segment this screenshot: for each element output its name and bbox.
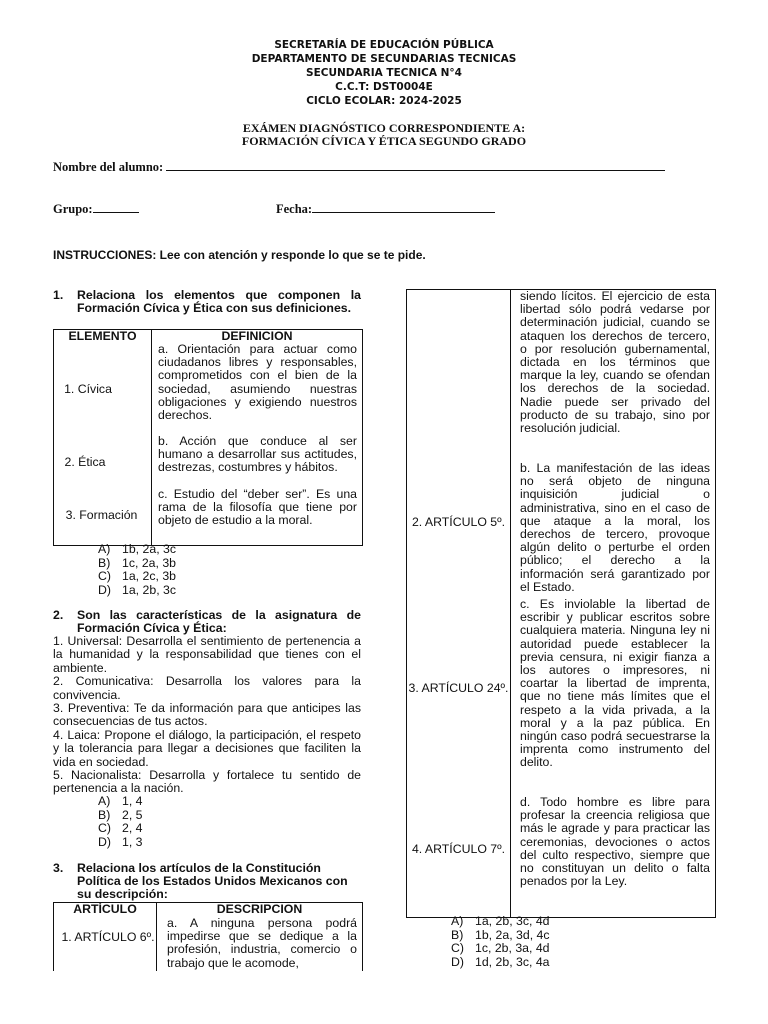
q3-table-divider-2 [510, 290, 511, 917]
q1-number: 1. [53, 288, 64, 302]
q2-option-a[interactable]: A) 1, 4 [98, 794, 143, 808]
q1-title: Relaciona los elementos que componen la Formación Cívica y Ética con sus definiciones. [77, 288, 361, 316]
q3-description-3: c. Es inviolable la libertad de escribir y publicar escritos sobre cualquiera materia. Ninguna ley ni autoridad puede establecer la previa censura, ni exigir fianza a los autores o impresores, ni coartar la libertad de imprenta, que no tiene más límites que el respeto a la vida privada, a la moral y a la paz pública. En ningún caso podrá secuestrarse la imprenta como instrumento del delito. [520, 597, 710, 770]
q1-table [53, 329, 363, 546]
q1-element-3: 3. Formación [65, 508, 138, 522]
q3-option-c[interactable]: C) 1c, 2b, 3a, 4d [451, 941, 550, 955]
header-line-4: C.C.T: DST0004E [335, 81, 433, 93]
q3-article-1: 1. ARTÍCULO 6º. [61, 930, 155, 944]
q1-definition-3: c. Estudio del “deber ser”. Es una rama de la filosofía que tiene por objeto de estudio a la moral. [158, 487, 357, 528]
q1-table-divider [151, 330, 152, 545]
group-label: Grupo: [53, 202, 93, 216]
q3-col-article: ARTÍCULO [73, 902, 137, 916]
q2-item-3: 3. Preventiva: Te da información para que anticipes las consecuencias de tus actos. [53, 701, 361, 729]
q2-option-c[interactable]: C) 2, 4 [98, 821, 143, 835]
q2-option-d[interactable]: D) 1, 3 [98, 834, 143, 849]
q1-option-d[interactable]: D) 1a, 2b, 3c [98, 582, 177, 597]
q2-title-block [53, 608, 361, 636]
date-field-row [276, 201, 495, 217]
q3-table-part1 [53, 902, 363, 971]
q1-definition-2: b. Acción que conduce al ser humano a desarrollar sus actitudes, destrezas, costumbres y hábitos. [158, 434, 357, 475]
q3-options [451, 915, 550, 969]
q3-table-part2 [406, 289, 716, 918]
q2-item-2: 2. Comunicativa: Desarrolla los valores para la convivencia. [53, 674, 361, 702]
q3-description-2: b. La manifestación de las ideas no será objeto de ninguna inquisición judicial o administrativa, sino en el caso de que ataque a la moral, los derechos de tercero, provoque algún delito o perturbe el orden público; el derecho a la información será garantizado por el Estado. [520, 461, 710, 594]
q1-option-a[interactable]: A) 1b, 2a, 3c [98, 542, 177, 556]
q3-col-description: DESCRIPCION [216, 902, 303, 916]
q1-col-element: ELEMENTO [68, 329, 137, 343]
q3-title-block [53, 861, 361, 902]
q1-options [98, 543, 176, 597]
q2-item-5: 5. Nacionalista: Desarrolla y fortalece tu sentido de pertenencia a la nación. [53, 768, 361, 796]
q3-description-4: d. Todo hombre es libre para profesar la creencia religiosa que más le agrade y para practicar las ceremonias, devociones o actos del culto respectivo, siempre que no constituyan un delito o falta penados por la Ley. [520, 795, 710, 889]
q3-article-3: 3. ARTÍCULO 24º. [408, 681, 509, 695]
q3-article-2: 2. ARTÍCULO 5º. [411, 515, 506, 529]
q3-description-1-cont: siendo lícitos. El ejercicio de esta libertad sólo podrá vedarse por determinación judicial, cuando se ataquen los derechos de tercero, o por resolución gubernamental, dictada en los términos que marque la ley, cuando se ofendan los derechos de la sociedad. Nadie puede ser privado del producto de su trabajo, sino por resolución judicial. [520, 289, 710, 436]
q3-number: 3. [53, 861, 64, 875]
q1-title-block [53, 288, 361, 316]
q2-options [98, 795, 143, 849]
q2-item-1: 1. Universal: Desarrolla el sentimiento de pertenencia a la humanidad y la responsabilidad que tienes con el ambiente. [53, 634, 361, 675]
header-line-5: CICLO ECOLAR: 2024-2025 [306, 95, 462, 107]
q1-element-1: 1. Cívica [64, 382, 112, 396]
q2-option-b[interactable]: B) 2, 5 [98, 807, 143, 822]
q1-element-2: 2. Ética [64, 455, 106, 469]
q2-number: 2. [53, 608, 64, 622]
name-input-line[interactable] [166, 159, 665, 171]
group-field-row [53, 201, 139, 217]
name-label: Nombre del alumno: [53, 160, 164, 174]
q2-item-4: 4. Laica: Propone el diálogo, la participación, el respeto y la tolerancia para llegar a decisiones que faciliten la vida en sociedad. [53, 727, 361, 769]
header-line-2: DEPARTAMENTO DE SECUNDARIAS TECNICAS [251, 53, 517, 65]
q3-option-a[interactable]: A) 1a, 2b, 3c, 4d [451, 914, 550, 928]
q2-title: Son las características de la asignatura de Formación Cívica y Ética: [77, 608, 361, 636]
q3-article-4: 4. ARTÍCULO 7º. [411, 842, 506, 856]
q3-option-d[interactable]: D) 1d, 2b, 3c, 4a [451, 954, 550, 969]
q3-option-b[interactable]: B) 1b, 2a, 3d, 4c [451, 927, 550, 942]
instructions: INSTRUCCIONES: Lee con atención y responde lo que se te pide. [53, 248, 426, 262]
header-line-3: SECUNDARIA TECNICA N°4 [306, 67, 462, 79]
exam-title-2: FORMACIÓN CÍVICA Y ÉTICA SEGUNDO GRADO [241, 134, 527, 148]
q3-description-1: a. A ninguna persona podrá impedirse que se dedique a la profesión, industria, comercio o trabajo que le acomode, [167, 916, 357, 970]
q1-option-c[interactable]: C) 1a, 2c, 3b [98, 569, 177, 583]
date-input-line[interactable] [312, 201, 495, 213]
name-field-row [53, 159, 665, 175]
q1-option-b[interactable]: B) 1c, 2a, 3b [98, 555, 177, 570]
q3-title: Relaciona los artículos de la Constitución Política de los Estados Unidos Mexicanos con su descripción: [77, 861, 348, 902]
date-label: Fecha: [276, 202, 313, 216]
header-line-1: SECRETARÍA DE EDUCACIÓN PÚBLICA [274, 39, 494, 51]
q1-definition-1: a. Orientación para actuar como ciudadanos libres y responsables, comprometidos con el bien de la sociedad, asumiendo nuestras obligaciones y exigiendo nuestros derechos. [158, 342, 357, 423]
q2-items [53, 635, 361, 796]
exam-title-1: EXÁMEN DIAGNÓSTICO CORRESPONDIENTE A: [242, 121, 526, 135]
group-input-line[interactable] [93, 201, 139, 213]
q1-col-definition: DEFINICION [221, 329, 293, 343]
